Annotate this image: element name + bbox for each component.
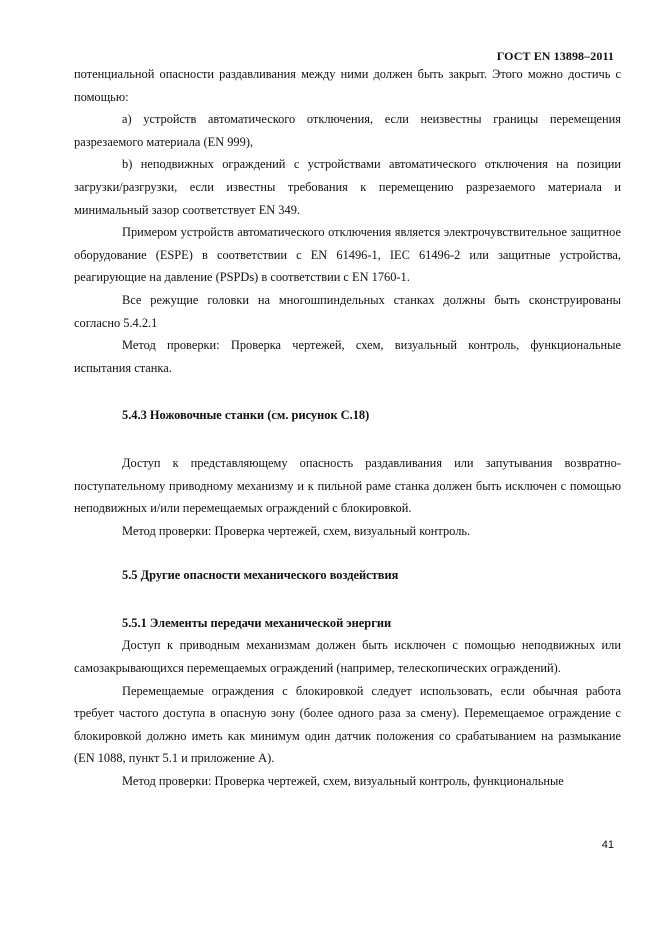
section-heading-5-5-1: 5.5.1 Элементы передачи механической энергии [122, 615, 392, 630]
paragraph-verification-method-2: Метод проверки: Проверка чертежей, схем, визуальный контроль. [122, 523, 471, 538]
section-heading-5-4-3: 5.4.3 Ножовочные станки (см. рисунок С.18) [122, 408, 370, 423]
list-item-a: a) устройств автоматического отключения, если неизвестны границы перемещения разрезаемого материала (EN 999), [74, 112, 621, 149]
page-number: 41 [601, 839, 614, 851]
paragraph-hacksaw-access: Доступ к представляющему опасность раздавливания или запутывания возвратно-поступательному приводному механизму и к пильной раме станка должен быть исключен с помощью неподвижных и/или перемещаемых ограждений с блокировкой. [74, 455, 621, 516]
document-body [74, 63, 621, 793]
paragraph-verification-method-1: Метод проверки: Проверка чертежей, схем, визуальный контроль, функциональные испытания станка. [74, 338, 621, 375]
paragraph-interlocked-guards: Перемещаемые ограждения с блокировкой следует использовать, если обычная работа требует частого доступа в опасную зону (более одного раза за смену). Перемещаемое ограждение с блокировкой должно иметь как минимум один датчик положения со срабатыванием на размыкание (EN 1088, пункт 5.1 и приложение А). [74, 683, 621, 766]
paragraph-verification-method-3: Метод проверки: Проверка чертежей, схем, визуальный контроль, функциональные [122, 774, 564, 789]
paragraph-drive-access: Доступ к приводным механизмам должен быть исключен с помощью неподвижных или самозакрывающихся перемещаемых ограждений (например, телескопических ограждений). [74, 638, 621, 676]
document-header-standard: ГОСТ EN 13898–2011 [496, 49, 614, 63]
paragraph-continuation: потенциальной опасности раздавливания между ними должен быть закрыт. Этого можно достичь с помощью: [74, 67, 621, 104]
paragraph-cutting-heads: Все режущие головки на многошпиндельных станках должны быть сконструированы согласно 5.4.2.1 [74, 292, 621, 330]
paragraph-example: Примером устройств автоматического отключения является электрочувствительное защитное оборудование (ESPE) в соответствии с EN 61496-1, IEC 61496-2 или защитные устройства, реагирующие на давление (PSPDs) в соответствии с EN 1760-1. [74, 225, 621, 285]
section-heading-5-5: 5.5 Другие опасности механического воздействия [122, 568, 399, 583]
list-item-b: b) неподвижных ограждений с устройствами автоматического отключения на позиции загрузки/разгрузки, если известны требования к перемещению разрезаемого материала и минимальный зазор соответствует EN 349. [74, 157, 621, 217]
